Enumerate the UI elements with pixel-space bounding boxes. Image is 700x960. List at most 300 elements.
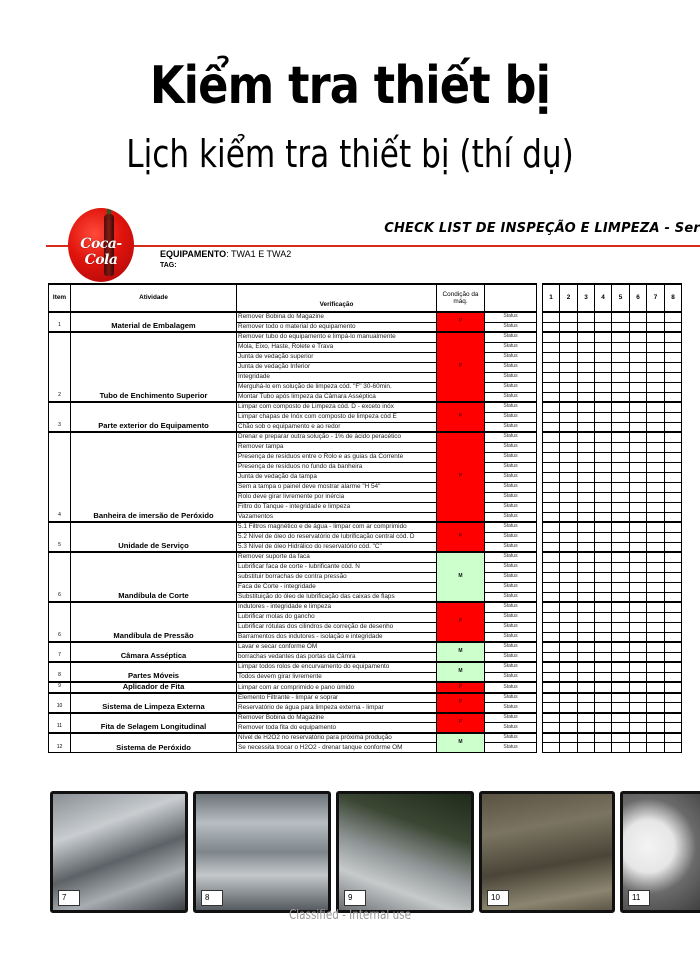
day-check-cell[interactable]	[578, 672, 595, 682]
day-check-cell[interactable]	[595, 352, 612, 362]
day-check-cell[interactable]	[543, 482, 560, 492]
day-check-cell[interactable]	[630, 502, 647, 512]
day-check-cell[interactable]	[647, 713, 665, 723]
day-check-cell[interactable]	[612, 482, 630, 492]
day-check-cell[interactable]	[560, 572, 578, 582]
day-check-cell[interactable]	[560, 682, 578, 693]
day-check-cell[interactable]	[630, 462, 647, 472]
day-check-cell[interactable]	[578, 572, 595, 582]
day-check-cell[interactable]	[560, 622, 578, 632]
day-check-cell[interactable]	[647, 562, 665, 572]
status-cell[interactable]: Status	[485, 542, 537, 552]
day-check-cell[interactable]	[665, 572, 682, 582]
day-check-cell[interactable]	[665, 492, 682, 502]
day-check-cell[interactable]	[612, 743, 630, 753]
day-check-cell[interactable]	[665, 422, 682, 432]
day-check-cell[interactable]	[612, 602, 630, 612]
day-check-cell[interactable]	[595, 542, 612, 552]
status-cell[interactable]: Status	[485, 612, 537, 622]
day-check-cell[interactable]	[665, 733, 682, 743]
day-check-cell[interactable]	[578, 342, 595, 352]
status-cell[interactable]: Status	[485, 572, 537, 582]
day-check-cell[interactable]	[560, 322, 578, 332]
day-check-cell[interactable]	[612, 502, 630, 512]
day-check-cell[interactable]	[578, 472, 595, 482]
day-check-cell[interactable]	[630, 372, 647, 382]
day-check-cell[interactable]	[647, 652, 665, 662]
day-check-cell[interactable]	[665, 502, 682, 512]
day-check-cell[interactable]	[595, 713, 612, 723]
day-check-cell[interactable]	[612, 422, 630, 432]
day-check-cell[interactable]	[543, 412, 560, 422]
day-check-cell[interactable]	[578, 352, 595, 362]
day-check-cell[interactable]	[560, 332, 578, 342]
day-check-cell[interactable]	[612, 572, 630, 582]
day-check-cell[interactable]	[595, 312, 612, 322]
day-check-cell[interactable]	[595, 642, 612, 652]
day-check-cell[interactable]	[612, 542, 630, 552]
day-check-cell[interactable]	[665, 582, 682, 592]
day-check-cell[interactable]	[665, 432, 682, 442]
day-check-cell[interactable]	[578, 642, 595, 652]
day-check-cell[interactable]	[612, 332, 630, 342]
status-cell[interactable]: Status	[485, 592, 537, 602]
day-check-cell[interactable]	[560, 743, 578, 753]
day-check-cell[interactable]	[630, 602, 647, 612]
day-check-cell[interactable]	[578, 492, 595, 502]
day-check-cell[interactable]	[612, 412, 630, 422]
status-cell[interactable]: Status	[485, 482, 537, 492]
day-check-cell[interactable]	[612, 432, 630, 442]
day-check-cell[interactable]	[647, 462, 665, 472]
day-check-cell[interactable]	[595, 342, 612, 352]
day-check-cell[interactable]	[578, 432, 595, 442]
day-check-cell[interactable]	[543, 672, 560, 682]
day-check-cell[interactable]	[595, 372, 612, 382]
status-cell[interactable]: Status	[485, 662, 537, 672]
day-check-cell[interactable]	[665, 342, 682, 352]
day-check-cell[interactable]	[560, 482, 578, 492]
day-check-cell[interactable]	[560, 412, 578, 422]
day-check-cell[interactable]	[560, 342, 578, 352]
day-check-cell[interactable]	[578, 743, 595, 753]
status-cell[interactable]: Status	[485, 713, 537, 723]
day-check-cell[interactable]	[630, 662, 647, 672]
day-check-cell[interactable]	[630, 592, 647, 602]
day-check-cell[interactable]	[560, 703, 578, 713]
status-cell[interactable]: Status	[485, 462, 537, 472]
day-check-cell[interactable]	[595, 382, 612, 392]
day-check-cell[interactable]	[612, 723, 630, 733]
day-check-cell[interactable]	[560, 733, 578, 743]
day-check-cell[interactable]	[543, 442, 560, 452]
day-check-cell[interactable]	[578, 582, 595, 592]
day-check-cell[interactable]	[647, 352, 665, 362]
day-check-cell[interactable]	[578, 522, 595, 532]
day-check-cell[interactable]	[595, 693, 612, 703]
status-cell[interactable]: Status	[485, 562, 537, 572]
day-check-cell[interactable]	[630, 362, 647, 372]
day-check-cell[interactable]	[595, 622, 612, 632]
day-check-cell[interactable]	[647, 392, 665, 402]
day-check-cell[interactable]	[612, 562, 630, 572]
day-check-cell[interactable]	[647, 602, 665, 612]
day-check-cell[interactable]	[630, 432, 647, 442]
status-cell[interactable]: Status	[485, 412, 537, 422]
day-check-cell[interactable]	[612, 693, 630, 703]
day-check-cell[interactable]	[665, 562, 682, 572]
day-check-cell[interactable]	[630, 703, 647, 713]
day-check-cell[interactable]	[630, 422, 647, 432]
day-check-cell[interactable]	[595, 502, 612, 512]
day-check-cell[interactable]	[630, 542, 647, 552]
day-check-cell[interactable]	[578, 713, 595, 723]
day-check-cell[interactable]	[630, 562, 647, 572]
status-cell[interactable]: Status	[485, 502, 537, 512]
day-check-cell[interactable]	[578, 332, 595, 342]
day-check-cell[interactable]	[595, 402, 612, 412]
day-check-cell[interactable]	[665, 662, 682, 672]
day-check-cell[interactable]	[630, 642, 647, 652]
day-check-cell[interactable]	[647, 522, 665, 532]
day-check-cell[interactable]	[543, 562, 560, 572]
day-check-cell[interactable]	[612, 392, 630, 402]
day-check-cell[interactable]	[647, 532, 665, 542]
day-check-cell[interactable]	[560, 542, 578, 552]
day-check-cell[interactable]	[543, 372, 560, 382]
day-check-cell[interactable]	[595, 703, 612, 713]
day-check-cell[interactable]	[612, 592, 630, 602]
day-check-cell[interactable]	[612, 492, 630, 502]
status-cell[interactable]: Status	[485, 602, 537, 612]
day-check-cell[interactable]	[665, 452, 682, 462]
status-cell[interactable]: Status	[485, 472, 537, 482]
day-check-cell[interactable]	[543, 612, 560, 622]
status-cell[interactable]: Status	[485, 723, 537, 733]
status-cell[interactable]: Status	[485, 372, 537, 382]
day-check-cell[interactable]	[630, 452, 647, 462]
day-check-cell[interactable]	[578, 482, 595, 492]
status-cell[interactable]: Status	[485, 442, 537, 452]
day-check-cell[interactable]	[612, 512, 630, 522]
day-check-cell[interactable]	[630, 342, 647, 352]
day-check-cell[interactable]	[665, 602, 682, 612]
day-check-cell[interactable]	[612, 662, 630, 672]
day-check-cell[interactable]	[647, 372, 665, 382]
day-check-cell[interactable]	[543, 332, 560, 342]
status-cell[interactable]: Status	[485, 642, 537, 652]
day-check-cell[interactable]	[543, 662, 560, 672]
day-check-cell[interactable]	[647, 512, 665, 522]
day-check-cell[interactable]	[578, 693, 595, 703]
status-cell[interactable]: Status	[485, 552, 537, 562]
day-check-cell[interactable]	[665, 482, 682, 492]
day-check-cell[interactable]	[578, 622, 595, 632]
status-cell[interactable]: Status	[485, 532, 537, 542]
day-check-cell[interactable]	[578, 462, 595, 472]
day-check-cell[interactable]	[578, 652, 595, 662]
day-check-cell[interactable]	[543, 542, 560, 552]
day-check-cell[interactable]	[630, 402, 647, 412]
day-check-cell[interactable]	[595, 482, 612, 492]
day-check-cell[interactable]	[612, 642, 630, 652]
day-check-cell[interactable]	[612, 442, 630, 452]
day-check-cell[interactable]	[560, 392, 578, 402]
day-check-cell[interactable]	[647, 322, 665, 332]
day-check-cell[interactable]	[647, 592, 665, 602]
day-check-cell[interactable]	[612, 362, 630, 372]
status-cell[interactable]: Status	[485, 672, 537, 682]
day-check-cell[interactable]	[595, 492, 612, 502]
day-check-cell[interactable]	[543, 652, 560, 662]
day-check-cell[interactable]	[665, 322, 682, 332]
day-check-cell[interactable]	[630, 552, 647, 562]
day-check-cell[interactable]	[560, 562, 578, 572]
day-check-cell[interactable]	[647, 693, 665, 703]
day-check-cell[interactable]	[595, 572, 612, 582]
day-check-cell[interactable]	[560, 522, 578, 532]
day-check-cell[interactable]	[612, 703, 630, 713]
day-check-cell[interactable]	[595, 733, 612, 743]
status-cell[interactable]: Status	[485, 382, 537, 392]
day-check-cell[interactable]	[665, 592, 682, 602]
day-check-cell[interactable]	[595, 672, 612, 682]
day-check-cell[interactable]	[647, 332, 665, 342]
day-check-cell[interactable]	[630, 532, 647, 542]
day-check-cell[interactable]	[578, 662, 595, 672]
day-check-cell[interactable]	[578, 312, 595, 322]
day-check-cell[interactable]	[595, 462, 612, 472]
day-check-cell[interactable]	[647, 682, 665, 693]
day-check-cell[interactable]	[543, 552, 560, 562]
day-check-cell[interactable]	[595, 452, 612, 462]
status-cell[interactable]: Status	[485, 352, 537, 362]
day-check-cell[interactable]	[560, 362, 578, 372]
day-check-cell[interactable]	[665, 652, 682, 662]
day-check-cell[interactable]	[665, 632, 682, 642]
status-cell[interactable]: Status	[485, 312, 537, 322]
day-check-cell[interactable]	[578, 402, 595, 412]
day-check-cell[interactable]	[543, 322, 560, 332]
day-check-cell[interactable]	[595, 412, 612, 422]
day-check-cell[interactable]	[612, 682, 630, 693]
day-check-cell[interactable]	[578, 632, 595, 642]
status-cell[interactable]: Status	[485, 332, 537, 342]
day-check-cell[interactable]	[612, 532, 630, 542]
day-check-cell[interactable]	[578, 733, 595, 743]
day-check-cell[interactable]	[630, 512, 647, 522]
day-check-cell[interactable]	[665, 532, 682, 542]
day-check-cell[interactable]	[665, 372, 682, 382]
day-check-cell[interactable]	[560, 612, 578, 622]
day-check-cell[interactable]	[630, 572, 647, 582]
day-check-cell[interactable]	[595, 532, 612, 542]
day-check-cell[interactable]	[595, 682, 612, 693]
day-check-cell[interactable]	[630, 652, 647, 662]
day-check-cell[interactable]	[595, 512, 612, 522]
day-check-cell[interactable]	[665, 362, 682, 372]
day-check-cell[interactable]	[647, 442, 665, 452]
day-check-cell[interactable]	[543, 622, 560, 632]
day-check-cell[interactable]	[595, 472, 612, 482]
day-check-cell[interactable]	[612, 472, 630, 482]
day-check-cell[interactable]	[578, 612, 595, 622]
status-cell[interactable]: Status	[485, 703, 537, 713]
day-check-cell[interactable]	[543, 743, 560, 753]
day-check-cell[interactable]	[543, 602, 560, 612]
day-check-cell[interactable]	[665, 542, 682, 552]
day-check-cell[interactable]	[630, 622, 647, 632]
day-check-cell[interactable]	[665, 552, 682, 562]
day-check-cell[interactable]	[630, 382, 647, 392]
day-check-cell[interactable]	[543, 682, 560, 693]
day-check-cell[interactable]	[543, 502, 560, 512]
day-check-cell[interactable]	[560, 632, 578, 642]
status-cell[interactable]: Status	[485, 693, 537, 703]
day-check-cell[interactable]	[630, 713, 647, 723]
day-check-cell[interactable]	[543, 362, 560, 372]
day-check-cell[interactable]	[612, 652, 630, 662]
status-cell[interactable]: Status	[485, 422, 537, 432]
day-check-cell[interactable]	[560, 442, 578, 452]
day-check-cell[interactable]	[595, 422, 612, 432]
day-check-cell[interactable]	[543, 582, 560, 592]
day-check-cell[interactable]	[612, 462, 630, 472]
day-check-cell[interactable]	[595, 592, 612, 602]
day-check-cell[interactable]	[595, 442, 612, 452]
day-check-cell[interactable]	[665, 472, 682, 482]
day-check-cell[interactable]	[595, 432, 612, 442]
status-cell[interactable]: Status	[485, 652, 537, 662]
day-check-cell[interactable]	[578, 372, 595, 382]
status-cell[interactable]: Status	[485, 402, 537, 412]
day-check-cell[interactable]	[595, 582, 612, 592]
day-check-cell[interactable]	[543, 532, 560, 542]
day-check-cell[interactable]	[630, 672, 647, 682]
day-check-cell[interactable]	[595, 552, 612, 562]
day-check-cell[interactable]	[665, 723, 682, 733]
day-check-cell[interactable]	[578, 532, 595, 542]
day-check-cell[interactable]	[543, 402, 560, 412]
day-check-cell[interactable]	[560, 582, 578, 592]
day-check-cell[interactable]	[630, 412, 647, 422]
day-check-cell[interactable]	[543, 642, 560, 652]
day-check-cell[interactable]	[612, 352, 630, 362]
day-check-cell[interactable]	[595, 522, 612, 532]
day-check-cell[interactable]	[612, 622, 630, 632]
day-check-cell[interactable]	[647, 472, 665, 482]
day-check-cell[interactable]	[560, 662, 578, 672]
day-check-cell[interactable]	[543, 472, 560, 482]
day-check-cell[interactable]	[578, 723, 595, 733]
day-check-cell[interactable]	[578, 412, 595, 422]
day-check-cell[interactable]	[578, 562, 595, 572]
day-check-cell[interactable]	[560, 713, 578, 723]
day-check-cell[interactable]	[647, 492, 665, 502]
day-check-cell[interactable]	[630, 482, 647, 492]
day-check-cell[interactable]	[595, 652, 612, 662]
day-check-cell[interactable]	[647, 642, 665, 652]
day-check-cell[interactable]	[543, 352, 560, 362]
day-check-cell[interactable]	[560, 693, 578, 703]
status-cell[interactable]: Status	[485, 682, 537, 693]
day-check-cell[interactable]	[543, 522, 560, 532]
day-check-cell[interactable]	[647, 552, 665, 562]
day-check-cell[interactable]	[665, 642, 682, 652]
day-check-cell[interactable]	[560, 452, 578, 462]
day-check-cell[interactable]	[560, 312, 578, 322]
day-check-cell[interactable]	[665, 462, 682, 472]
day-check-cell[interactable]	[647, 723, 665, 733]
day-check-cell[interactable]	[560, 723, 578, 733]
day-check-cell[interactable]	[578, 362, 595, 372]
day-check-cell[interactable]	[665, 392, 682, 402]
day-check-cell[interactable]	[560, 502, 578, 512]
day-check-cell[interactable]	[578, 542, 595, 552]
day-check-cell[interactable]	[560, 352, 578, 362]
day-check-cell[interactable]	[647, 622, 665, 632]
day-check-cell[interactable]	[665, 382, 682, 392]
day-check-cell[interactable]	[595, 362, 612, 372]
day-check-cell[interactable]	[560, 672, 578, 682]
day-check-cell[interactable]	[543, 422, 560, 432]
day-check-cell[interactable]	[543, 723, 560, 733]
day-check-cell[interactable]	[612, 733, 630, 743]
day-check-cell[interactable]	[630, 733, 647, 743]
day-check-cell[interactable]	[578, 322, 595, 332]
day-check-cell[interactable]	[595, 743, 612, 753]
day-check-cell[interactable]	[630, 332, 647, 342]
status-cell[interactable]: Status	[485, 452, 537, 462]
day-check-cell[interactable]	[665, 682, 682, 693]
day-check-cell[interactable]	[630, 322, 647, 332]
day-check-cell[interactable]	[612, 582, 630, 592]
day-check-cell[interactable]	[560, 462, 578, 472]
day-check-cell[interactable]	[543, 592, 560, 602]
day-check-cell[interactable]	[665, 672, 682, 682]
day-check-cell[interactable]	[630, 352, 647, 362]
day-check-cell[interactable]	[647, 342, 665, 352]
day-check-cell[interactable]	[630, 682, 647, 693]
day-check-cell[interactable]	[543, 693, 560, 703]
day-check-cell[interactable]	[647, 703, 665, 713]
day-check-cell[interactable]	[665, 402, 682, 412]
day-check-cell[interactable]	[630, 723, 647, 733]
day-check-cell[interactable]	[560, 432, 578, 442]
day-check-cell[interactable]	[630, 632, 647, 642]
day-check-cell[interactable]	[647, 452, 665, 462]
day-check-cell[interactable]	[578, 682, 595, 693]
day-check-cell[interactable]	[630, 582, 647, 592]
day-check-cell[interactable]	[647, 482, 665, 492]
day-check-cell[interactable]	[543, 572, 560, 582]
day-check-cell[interactable]	[665, 743, 682, 753]
day-check-cell[interactable]	[560, 402, 578, 412]
day-check-cell[interactable]	[578, 442, 595, 452]
day-check-cell[interactable]	[560, 382, 578, 392]
day-check-cell[interactable]	[543, 733, 560, 743]
day-check-cell[interactable]	[612, 552, 630, 562]
day-check-cell[interactable]	[647, 422, 665, 432]
day-check-cell[interactable]	[612, 372, 630, 382]
day-check-cell[interactable]	[595, 332, 612, 342]
day-check-cell[interactable]	[647, 382, 665, 392]
day-check-cell[interactable]	[647, 432, 665, 442]
day-check-cell[interactable]	[578, 392, 595, 402]
day-check-cell[interactable]	[578, 382, 595, 392]
day-check-cell[interactable]	[647, 502, 665, 512]
status-cell[interactable]: Status	[485, 392, 537, 402]
